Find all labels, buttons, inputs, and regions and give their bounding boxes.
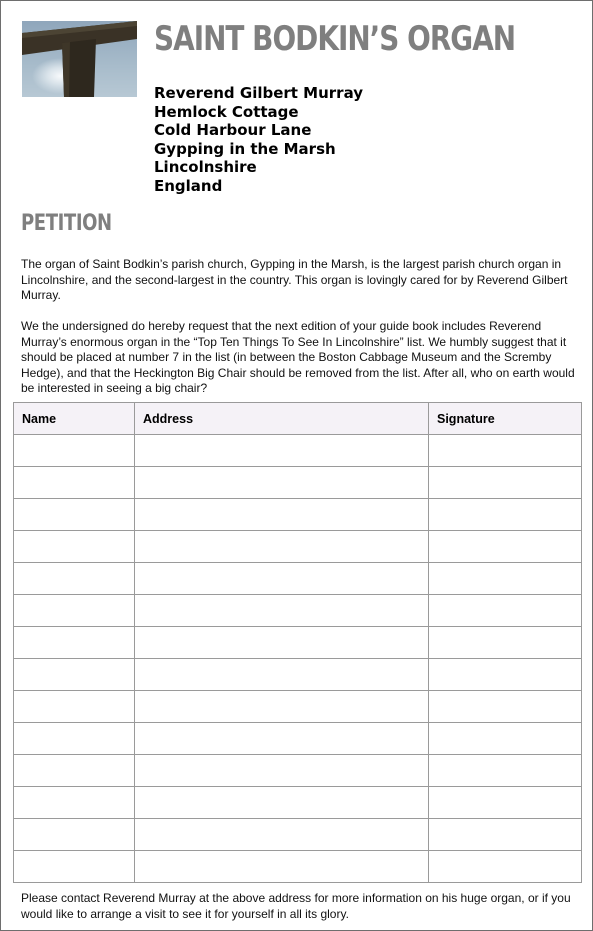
signature-cell[interactable] (429, 723, 582, 755)
signature-cell[interactable] (429, 499, 582, 531)
petition-intro-paragraph: The organ of Saint Bodkin’s parish church, Gypping in the Marsh, is the largest parish church organ in Lincolnshire, and the second-largest in the country. This organ is lovingly cared for by Reverend Gilbert Murray. (21, 257, 568, 302)
signature-cell[interactable] (429, 851, 582, 883)
address-cell[interactable] (135, 851, 429, 883)
name-cell[interactable] (14, 819, 135, 851)
signature-cell[interactable] (429, 755, 582, 787)
address-cell[interactable] (135, 435, 429, 467)
column-header-name: Name (14, 403, 135, 435)
address-cell[interactable] (135, 659, 429, 691)
address-cell[interactable] (135, 627, 429, 659)
signature-cell[interactable] (429, 563, 582, 595)
column-header-signature: Signature (429, 403, 582, 435)
mailing-address (154, 84, 363, 196)
table-row (14, 467, 582, 499)
name-cell[interactable] (14, 531, 135, 563)
name-cell[interactable] (14, 851, 135, 883)
page-title: SAINT BODKIN’S ORGAN (154, 19, 516, 59)
section-heading-petition: PETITION (21, 211, 112, 236)
signature-cell[interactable] (429, 819, 582, 851)
name-cell[interactable] (14, 467, 135, 499)
address-cell[interactable] (135, 755, 429, 787)
address-cell[interactable] (135, 819, 429, 851)
organ-pipe-icon (22, 21, 137, 97)
signature-table-body (14, 435, 582, 883)
table-row (14, 851, 582, 883)
signature-cell[interactable] (429, 435, 582, 467)
name-cell[interactable] (14, 723, 135, 755)
address-cell[interactable] (135, 691, 429, 723)
name-cell[interactable] (14, 499, 135, 531)
name-cell[interactable] (14, 659, 135, 691)
signature-cell[interactable] (429, 691, 582, 723)
address-cell[interactable] (135, 787, 429, 819)
name-cell[interactable] (14, 595, 135, 627)
name-cell[interactable] (14, 563, 135, 595)
organ-photo (22, 21, 137, 97)
address-cell[interactable] (135, 467, 429, 499)
table-row (14, 435, 582, 467)
table-row (14, 595, 582, 627)
signature-cell[interactable] (429, 595, 582, 627)
signature-cell[interactable] (429, 659, 582, 691)
table-row (14, 691, 582, 723)
address-line: Hemlock Cottage (154, 102, 299, 121)
address-cell[interactable] (135, 531, 429, 563)
column-header-address: Address (135, 403, 429, 435)
address-line: Cold Harbour Lane (154, 121, 312, 140)
name-cell[interactable] (14, 691, 135, 723)
signature-cell[interactable] (429, 531, 582, 563)
table-row (14, 627, 582, 659)
signature-cell[interactable] (429, 467, 582, 499)
address-line: Lincolnshire (154, 158, 257, 177)
table-row (14, 755, 582, 787)
address-cell[interactable] (135, 595, 429, 627)
table-row (14, 659, 582, 691)
table-row (14, 499, 582, 531)
table-header-row (14, 403, 582, 435)
table-row (14, 787, 582, 819)
name-cell[interactable] (14, 787, 135, 819)
name-cell[interactable] (14, 627, 135, 659)
petition-request-paragraph: We the undersigned do hereby request that the next edition of your guide book includes Reverend Murray’s enormous organ in the “Top Ten Things To See In Lincolnshire” list. We humbly suggest that it should be placed at number 7 in the list (in between the Boston Cabbage Museum and the Scremby Hedge), and that the Heckington Big Chair should be removed from the list. After all, who on earth would be interested in seeing a big chair? (21, 319, 575, 395)
table-row (14, 819, 582, 851)
table-row (14, 531, 582, 563)
name-cell[interactable] (14, 755, 135, 787)
address-cell[interactable] (135, 499, 429, 531)
name-cell[interactable] (14, 435, 135, 467)
signature-cell[interactable] (429, 627, 582, 659)
address-line: Gypping in the Marsh (154, 139, 336, 158)
table-row (14, 563, 582, 595)
address-cell[interactable] (135, 563, 429, 595)
address-line: England (154, 176, 223, 195)
address-line: Reverend Gilbert Murray (154, 84, 364, 102)
signature-table (13, 402, 582, 883)
signature-cell[interactable] (429, 787, 582, 819)
contact-note: Please contact Reverend Murray at the above address for more information on his huge organ, or if you would like to arrange a visit to see it for yourself in all its glory. (21, 891, 571, 921)
table-row (14, 723, 582, 755)
address-cell[interactable] (135, 723, 429, 755)
